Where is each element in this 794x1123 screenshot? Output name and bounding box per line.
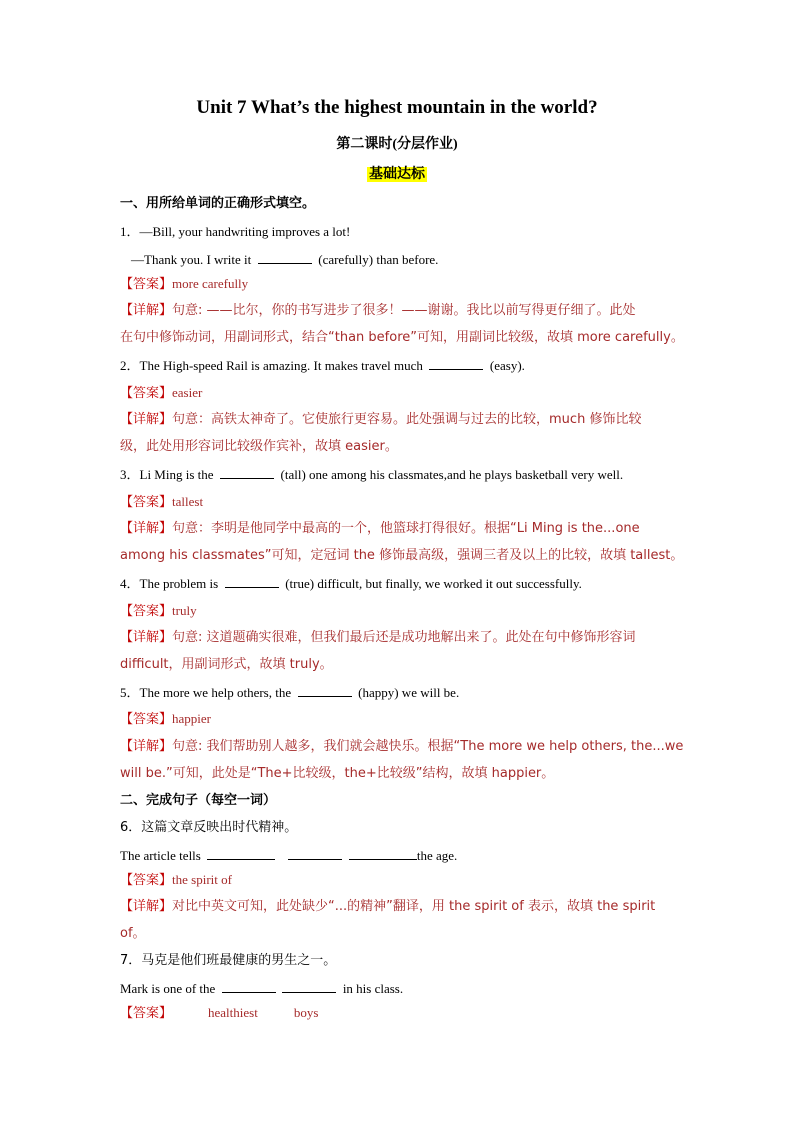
q7-line1: 7．马克是他们班最健康的男生之一。 [120, 953, 337, 968]
q4-answer [120, 603, 197, 620]
q4-detail-text1: 句意: 这道题确实很难，但我们最后还是成功地解出来了。此处在句中修饰形容词 [172, 630, 636, 645]
q2-detail-line2: 级，此处用形容词比较级作宾补，故填 easier。 [120, 439, 398, 454]
q1-answer-value: more carefully [172, 276, 249, 291]
detail-tag: 【详解】 [120, 739, 173, 754]
q3-detail-line2: among his classmates”可知，定冠词 the 修饰最高级，强调三者及以上的比较，故填 tallest。 [120, 548, 684, 563]
q7-answer [120, 1005, 318, 1022]
q3-text-b: (tall) one among his classmates,and he plays basketball very well. [280, 467, 624, 482]
q1-line2 [131, 251, 438, 268]
q4-answer-value: truly [172, 603, 197, 618]
q2-line1 [120, 357, 525, 374]
answer-blank [222, 980, 276, 993]
q6-line1: 6．这篇文章反映出时代精神。 [120, 820, 298, 835]
q5-text-b: (happy) we will be. [358, 685, 460, 700]
q1-detail-line2: 在句中修饰动词，用副词形式，结合“than before”可知，用副词比较级，故填 more carefully。 [120, 330, 684, 345]
q7-text-b: in his class. [342, 981, 404, 996]
q6-detail-text1: 对比中英文可知，此处缺少“...的精神”翻译，用 the spirit of 表示，故填 the spirit [172, 899, 656, 914]
detail-tag: 【详解】 [120, 303, 173, 318]
q2-answer [120, 385, 202, 402]
q5-detail-line2: will be.”可知，此处是“The+比较级，the+比较级”结构，故填 happier。 [120, 766, 555, 781]
q5-line1 [120, 684, 459, 701]
detail-tag: 【详解】 [120, 630, 173, 645]
detail-tag: 【详解】 [120, 899, 173, 914]
q5-text-a: 5．The more we help others, the [120, 685, 292, 700]
answer-blank [349, 847, 417, 860]
answer-tag: 【答案】 [120, 1006, 173, 1021]
q3-detail-text1: 句意：李明是他同学中最高的一个，他篮球打得很好。根据“Li Ming is the...one [172, 521, 640, 536]
q5-answer-value: happier [172, 711, 211, 726]
q6-text-b: the age. [416, 848, 458, 863]
q1-line2-text-b: (carefully) than before. [318, 252, 439, 267]
answer-tag: 【答案】 [120, 495, 173, 510]
q6-detail-line2: of。 [120, 926, 146, 941]
section-1-title: 一、用所给单词的正确形式填空。 [120, 196, 316, 211]
answer-blank [288, 847, 342, 860]
q1-line1: 1．—Bill, your handwriting improves a lot! [120, 224, 351, 239]
q5-answer [120, 711, 211, 728]
answer-blank [225, 575, 279, 588]
detail-tag: 【详解】 [120, 521, 173, 536]
section-2-title: 二、完成句子（每空一词） [120, 793, 277, 808]
q7-answer-value-2: boys [293, 1005, 319, 1020]
answer-tag: 【答案】 [120, 712, 173, 727]
q1-detail-text1: 句意: ——比尔，你的书写进步了很多！——谢谢。我比以前写得更仔细了。此处 [172, 303, 636, 318]
q4-detail-line1 [120, 630, 636, 646]
q5-detail-line1 [120, 739, 683, 755]
q6-text-a: The article tells [120, 848, 201, 863]
answer-tag: 【答案】 [120, 277, 173, 292]
q6-answer-value: the spirit of [172, 872, 232, 887]
detail-tag: 【详解】 [120, 412, 173, 427]
answer-tag: 【答案】 [120, 873, 173, 888]
answer-tag: 【答案】 [120, 604, 173, 619]
q3-detail-line1 [120, 521, 640, 537]
q6-line2 [120, 847, 457, 864]
q6-answer [120, 872, 232, 889]
q3-text-a: 3．Li Ming is the [120, 467, 214, 482]
q1-answer [120, 276, 248, 293]
level-heading [0, 163, 794, 183]
q2-text-b: (easy). [489, 358, 525, 373]
answer-blank [207, 847, 275, 860]
q6-detail-line1 [120, 899, 655, 915]
q3-answer-value: tallest [172, 494, 204, 509]
level-label: 基础达标 [369, 167, 425, 182]
q7-text-a: Mark is one of the [120, 981, 216, 996]
answer-blank [282, 980, 336, 993]
q4-text-a: 4．The problem is [120, 576, 219, 591]
answer-tag: 【答案】 [120, 386, 173, 401]
q3-line1 [120, 466, 623, 483]
document-title: Unit 7 What’s the highest mountain in the world? [196, 97, 598, 118]
q2-answer-value: easier [172, 385, 203, 400]
q2-detail-line1 [120, 412, 641, 428]
lesson-subtitle: 第二课时(分层作业) [336, 137, 458, 152]
q3-answer [120, 494, 203, 511]
answer-blank [429, 357, 483, 370]
q2-text-a: 2．The High-speed Rail is amazing. It makes travel much [120, 358, 423, 373]
q4-detail-line2: difficult，用副词形式，故填 truly。 [120, 657, 333, 672]
q5-detail-text1: 句意: 我们帮助别人越多，我们就会越快乐。根据“The more we help others, the...we [172, 739, 684, 754]
q2-detail-text1: 句意：高铁太神奇了。它使旅行更容易。此处强调与过去的比较，much 修饰比较 [172, 412, 642, 427]
q7-line2 [120, 980, 403, 997]
q7-answer-value-1: healthiest [208, 1005, 258, 1020]
q4-line1 [120, 575, 582, 592]
answer-blank [220, 466, 274, 479]
q4-text-b: (true) difficult, but finally, we worked it out successfully. [285, 576, 582, 591]
answer-blank [298, 684, 352, 697]
q1-line2-text-a: —Thank you. I write it [131, 252, 252, 267]
answer-blank [258, 251, 312, 264]
q1-detail-line1 [120, 303, 636, 319]
